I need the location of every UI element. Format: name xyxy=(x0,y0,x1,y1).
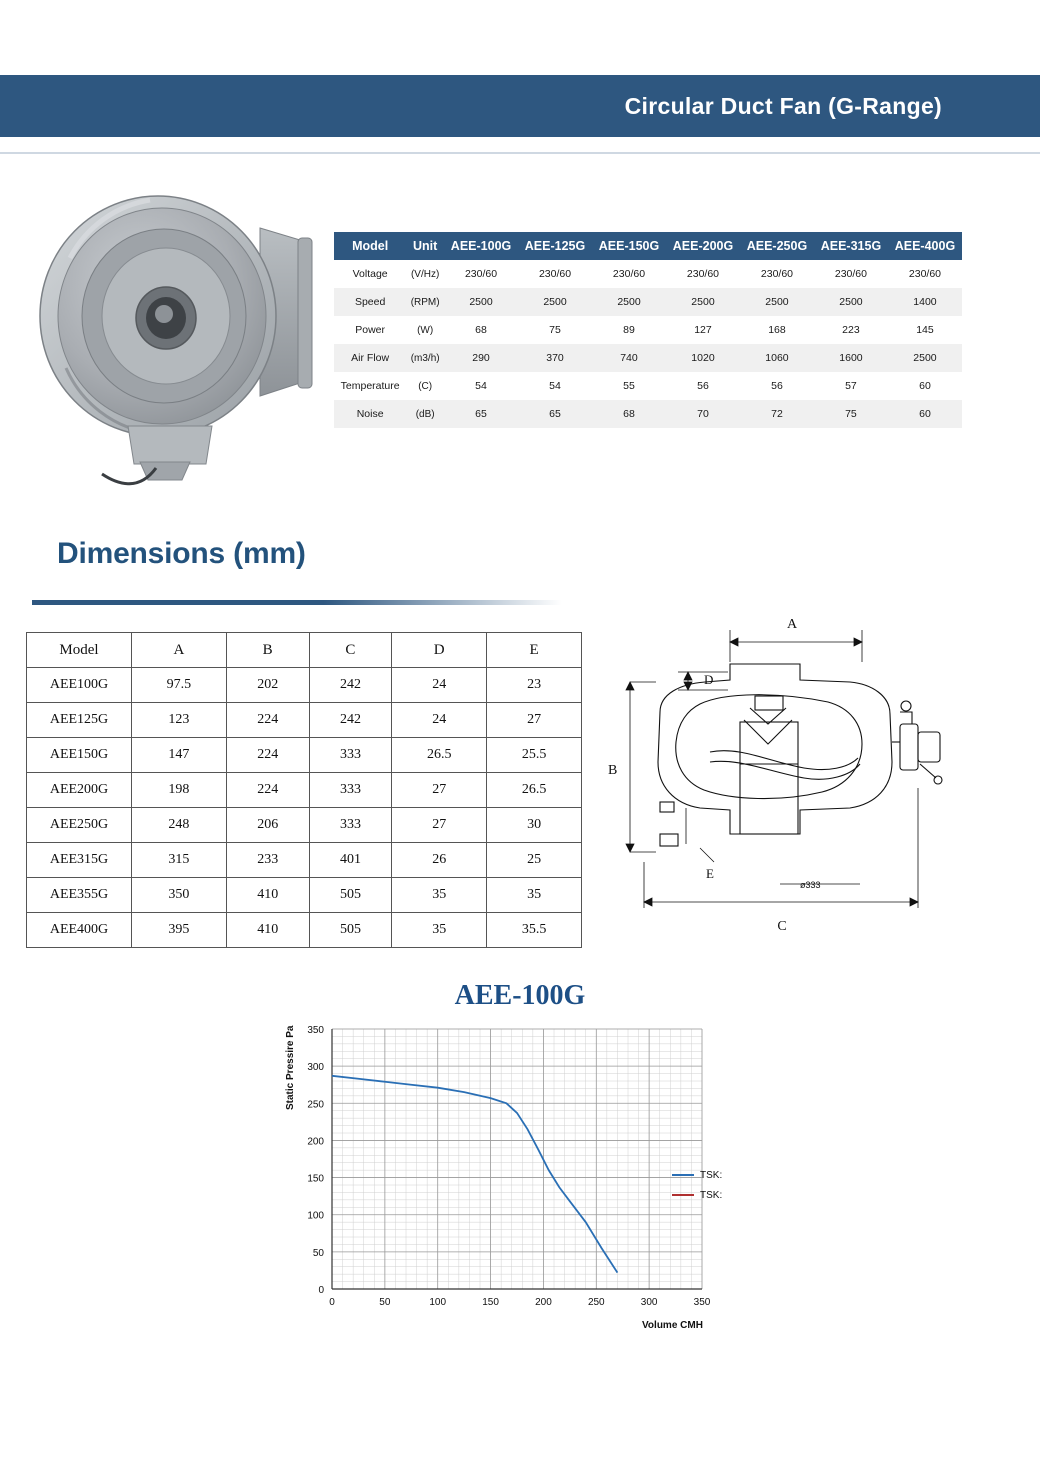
table-row xyxy=(334,260,962,288)
spec-cell: 75 xyxy=(845,408,857,420)
table-row xyxy=(334,400,962,428)
dimensions-cell: AEE355G xyxy=(27,878,132,913)
table-row xyxy=(27,703,582,738)
dimensions-cell: 35 xyxy=(392,913,487,948)
spec-row-label: Power xyxy=(355,324,386,336)
legend-item xyxy=(672,1165,722,1185)
dimensions-cell: 198 xyxy=(132,773,227,808)
spec-cell: 65 xyxy=(475,408,487,420)
spec-row-label: Noise xyxy=(356,408,384,420)
table-row xyxy=(27,808,582,843)
svg-text:200: 200 xyxy=(307,1136,324,1148)
dimensions-heading: Dimensions (mm) xyxy=(57,537,306,570)
dimensions-cell: 26.5 xyxy=(487,773,582,808)
dimensions-header-cell: Model xyxy=(27,633,132,668)
spec-row-label: Speed xyxy=(354,296,386,308)
spec-cell: 230/60 xyxy=(538,268,572,280)
dimensions-cell: 35 xyxy=(392,878,487,913)
spec-cell: 230/60 xyxy=(686,268,720,280)
dimensions-cell: 25 xyxy=(487,843,582,878)
spec-cell: 127 xyxy=(694,324,712,336)
drawing-label-c: C xyxy=(777,919,787,934)
product-photo xyxy=(30,168,330,498)
drawing-label-b: B xyxy=(608,763,618,778)
dimensions-cell: 401 xyxy=(309,843,392,878)
spec-header-cell: AEE-400G xyxy=(888,232,962,260)
spec-cell: 2500 xyxy=(691,296,715,308)
table-row xyxy=(27,878,582,913)
dimensions-cell: 35 xyxy=(487,878,582,913)
dimensions-table xyxy=(26,632,582,948)
spec-header-cell: AEE-125G xyxy=(518,232,592,260)
spec-cell: 68 xyxy=(623,408,635,420)
svg-text:0: 0 xyxy=(329,1297,335,1308)
legend-item xyxy=(672,1185,722,1205)
svg-text:300: 300 xyxy=(640,1297,658,1308)
dimensions-cell: 333 xyxy=(309,808,392,843)
spec-row-unit: (W) xyxy=(417,324,434,336)
dimensions-cell: 242 xyxy=(309,703,392,738)
spec-cell: 56 xyxy=(697,380,709,392)
drawing-label-a: A xyxy=(786,617,798,632)
dimensions-cell: 224 xyxy=(226,703,309,738)
header-divider xyxy=(0,152,1040,154)
table-row xyxy=(334,372,962,400)
dimensions-cell: 224 xyxy=(226,773,309,808)
dimensions-cell: 27 xyxy=(392,808,487,843)
dimensions-cell: 35.5 xyxy=(487,913,582,948)
dimensions-cell: 147 xyxy=(132,738,227,773)
dimensions-cell: 206 xyxy=(226,808,309,843)
legend-swatch xyxy=(672,1174,694,1176)
spec-cell: 168 xyxy=(768,324,786,336)
spec-cell: 2500 xyxy=(469,296,493,308)
spec-row-label: Voltage xyxy=(352,268,388,280)
svg-text:50: 50 xyxy=(379,1297,391,1308)
chart-legend xyxy=(672,1165,722,1205)
dimensions-cell: 233 xyxy=(226,843,309,878)
spec-cell: 75 xyxy=(549,324,561,336)
spec-cell: 230/60 xyxy=(908,268,942,280)
dimensions-cell: AEE100G xyxy=(27,668,132,703)
dimensions-cell: AEE315G xyxy=(27,843,132,878)
spec-cell: 60 xyxy=(919,408,931,420)
spec-cell: 56 xyxy=(771,380,783,392)
spec-cell: 70 xyxy=(697,408,709,420)
dimensions-cell: 315 xyxy=(132,843,227,878)
svg-text:100: 100 xyxy=(429,1297,447,1308)
spec-cell: 230/60 xyxy=(834,268,867,280)
spec-cell: 72 xyxy=(771,408,783,420)
spec-cell: 223 xyxy=(842,324,860,336)
dimensions-cell: 30 xyxy=(487,808,582,843)
spec-cell: 54 xyxy=(549,380,561,392)
drawing-label-e: E xyxy=(706,866,714,881)
table-row xyxy=(27,738,582,773)
dimensions-cell: 505 xyxy=(309,913,392,948)
spec-cell: 370 xyxy=(546,352,564,364)
dimensions-cell: 410 xyxy=(226,913,309,948)
svg-text:250: 250 xyxy=(587,1297,605,1308)
chart-x-axis-label: Volume CMH xyxy=(642,1320,703,1331)
spec-cell: 2500 xyxy=(765,296,789,308)
dimensions-cell: AEE200G xyxy=(27,773,132,808)
spec-cell: 740 xyxy=(620,352,638,364)
spec-row-unit: (m3/h) xyxy=(410,352,440,364)
spec-cell: 68 xyxy=(475,324,487,336)
table-row xyxy=(334,288,962,316)
drawing-label-d: D xyxy=(704,672,714,687)
dimensions-header-cell: A xyxy=(132,633,227,668)
spec-cell: 54 xyxy=(475,380,487,392)
dimensions-cell: 97.5 xyxy=(132,668,227,703)
dimensions-header-cell: C xyxy=(309,633,392,668)
dimensions-header-row xyxy=(27,633,582,668)
table-row xyxy=(334,344,962,372)
spec-cell: 57 xyxy=(845,380,857,392)
fan-cross-section-drawing xyxy=(600,612,1030,942)
spec-cell: 230/60 xyxy=(612,268,646,280)
svg-text:0: 0 xyxy=(318,1285,324,1296)
svg-text:100: 100 xyxy=(307,1210,324,1222)
legend-label: TSK: xyxy=(700,1169,723,1181)
page-title: Circular Duct Fan (G-Range) xyxy=(624,92,942,119)
dimensions-cell: AEE400G xyxy=(27,913,132,948)
table-row xyxy=(27,773,582,808)
dimensions-cell: 24 xyxy=(392,668,487,703)
dimensions-cell: 350 xyxy=(132,878,227,913)
spec-header-row xyxy=(334,232,962,260)
dimensions-cell: 505 xyxy=(309,878,392,913)
dimensions-cell: 242 xyxy=(309,668,392,703)
dimensions-header-cell: E xyxy=(487,633,582,668)
dimensions-cell: 123 xyxy=(132,703,227,738)
spec-cell: 1600 xyxy=(839,352,863,364)
dimensions-cell: 23 xyxy=(487,668,582,703)
dimensions-cell: 27 xyxy=(487,703,582,738)
dimensions-cell: AEE150G xyxy=(27,738,132,773)
table-row xyxy=(27,843,582,878)
dimensions-cell: AEE250G xyxy=(27,808,132,843)
spec-header-cell: AEE-150G xyxy=(592,232,666,260)
table-row xyxy=(27,913,582,948)
spec-cell: 290 xyxy=(472,352,490,364)
svg-text:350: 350 xyxy=(693,1297,711,1308)
spec-cell: 2500 xyxy=(617,296,641,308)
spec-cell: 2500 xyxy=(543,296,567,308)
spec-header-cell: Model xyxy=(334,232,406,260)
spec-row-unit: (V/Hz) xyxy=(410,268,440,280)
spec-cell: 230/60 xyxy=(464,268,498,280)
spec-header-cell: AEE-200G xyxy=(666,232,740,260)
spec-cell: 1060 xyxy=(765,352,789,364)
dimensions-cell: 25.5 xyxy=(487,738,582,773)
specification-table xyxy=(334,232,962,428)
page-header xyxy=(0,75,1040,137)
spec-cell: 145 xyxy=(916,324,934,336)
technical-drawing xyxy=(600,612,1030,942)
spec-header-cell: AEE-250G xyxy=(740,232,814,260)
chart-title: AEE-100G xyxy=(454,980,586,1011)
dimensions-cell: 333 xyxy=(309,773,392,808)
svg-text:150: 150 xyxy=(482,1297,499,1308)
dimensions-cell: 224 xyxy=(226,738,309,773)
spec-row-unit: (RPM) xyxy=(410,296,440,308)
dimensions-cell: 248 xyxy=(132,808,227,843)
svg-text:150: 150 xyxy=(307,1173,324,1185)
dimensions-cell: 24 xyxy=(392,703,487,738)
chart-y-axis-label: Static Pressire Pa xyxy=(285,1025,296,1110)
spec-header-cell: AEE-315G xyxy=(814,232,888,260)
dimensions-header-cell: B xyxy=(226,633,309,668)
circular-duct-fan-illustration xyxy=(30,168,330,498)
table-row xyxy=(334,316,962,344)
spec-row-label: Temperature xyxy=(340,380,400,392)
spec-header-cell: Unit xyxy=(406,232,444,260)
svg-text:250: 250 xyxy=(307,1099,324,1111)
spec-cell: 1020 xyxy=(691,352,715,364)
spec-row-unit: (C) xyxy=(418,380,433,392)
dimensions-cell: 333 xyxy=(309,738,392,773)
spec-cell: 2500 xyxy=(913,352,937,364)
dimensions-cell: 395 xyxy=(132,913,227,948)
spec-cell: 2500 xyxy=(839,296,863,308)
svg-text:350: 350 xyxy=(307,1025,324,1036)
dimensions-cell: 202 xyxy=(226,668,309,703)
dimensions-divider xyxy=(32,600,562,605)
dimensions-header-cell: D xyxy=(392,633,487,668)
svg-text:50: 50 xyxy=(312,1247,324,1259)
svg-text:300: 300 xyxy=(307,1062,324,1074)
spec-cell: 89 xyxy=(623,324,635,336)
spec-cell: 60 xyxy=(919,380,931,392)
spec-header-cell: AEE-100G xyxy=(444,232,518,260)
dimensions-cell: 27 xyxy=(392,773,487,808)
dimensions-cell: 410 xyxy=(226,878,309,913)
table-row xyxy=(27,668,582,703)
spec-row-label: Air Flow xyxy=(351,352,390,364)
dimensions-cell: 26 xyxy=(392,843,487,878)
spec-cell: 230/60 xyxy=(760,268,794,280)
spec-cell: 55 xyxy=(623,380,635,392)
legend-swatch xyxy=(672,1194,694,1196)
svg-text:200: 200 xyxy=(535,1297,552,1308)
dimensions-cell: AEE125G xyxy=(27,703,132,738)
dimensions-cell: 26.5 xyxy=(392,738,487,773)
spec-row-unit: (dB) xyxy=(415,408,435,420)
drawing-label-diameter: ø333 xyxy=(800,880,821,890)
spec-cell: 1400 xyxy=(913,296,937,308)
legend-label: TSK: xyxy=(700,1189,723,1201)
spec-cell: 65 xyxy=(549,408,561,420)
